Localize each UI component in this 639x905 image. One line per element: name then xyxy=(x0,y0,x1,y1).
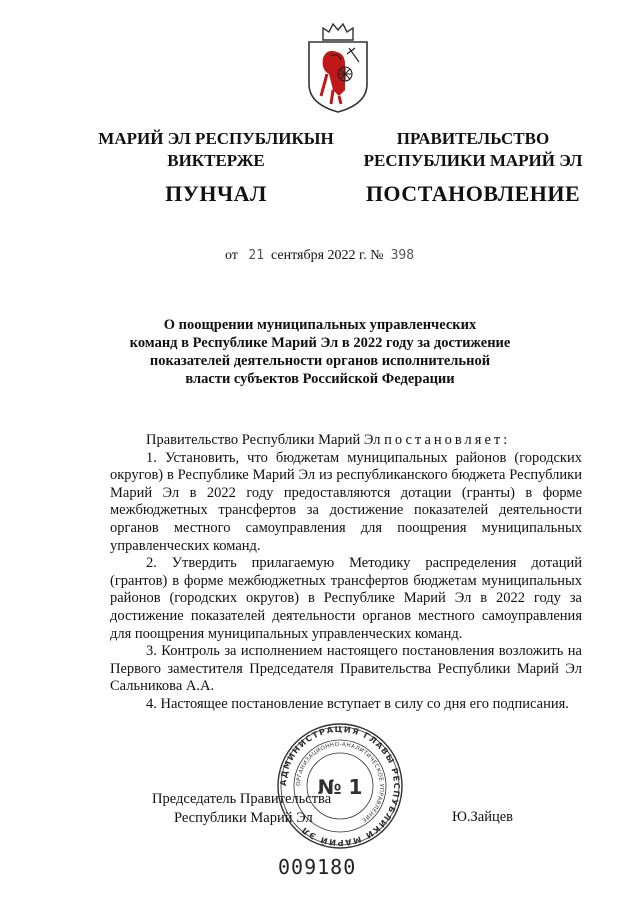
title-line: власти субъектов Российской Федерации xyxy=(185,371,455,387)
official-seal-stamp xyxy=(276,722,404,850)
coat-of-arms-icon xyxy=(301,18,375,116)
dateline-number: 398 xyxy=(390,248,415,263)
paragraph-4: 4. Настоящее постановление вступает в силу со дня его подписания. xyxy=(146,695,569,712)
dateline xyxy=(0,248,639,264)
seal-number: № 1 xyxy=(317,775,363,799)
header-left-line2: ВИКТЕРЖЕ xyxy=(167,151,265,170)
header-right-line1: ПРАВИТЕЛЬСТВО xyxy=(396,129,550,148)
paragraph-2: 2. Утвердить прилагаемую Методику распределения дотаций (грантов) в форме межбюджетных трансфертов бюджетам муниципальных районов (городских округов) в Республике Марий Эл в 2022 году за достижение показателей деятельности органов местного самоуправления для поощрения муниципальных управленческих команд. xyxy=(110,555,582,642)
seal-outer-text: АДМИНИСТРАЦИЯ ГЛАВЫ РЕСПУБЛИКИ МАРИЙ ЭЛ xyxy=(277,723,403,849)
signatory-position-line2: Республики Марий Эл xyxy=(174,809,313,826)
preamble-verb: постановляет: xyxy=(384,432,511,448)
preamble xyxy=(110,432,582,450)
header-right xyxy=(343,128,603,208)
paragraph-3: 3. Контроль за исполнением настоящего постановления возложить на Первого заместителя Председателя Правительства Республики Марий Эл Сальникова А.А. xyxy=(110,643,582,695)
seal-inner-text: ОРГАНИЗАЦИОННО-АНАЛИТИЧЕСКОЕ УПРАВЛЕНИЕ xyxy=(295,741,385,824)
document-title xyxy=(110,316,530,388)
header-right-line2: РЕСПУБЛИКИ МАРИЙ ЭЛ xyxy=(363,151,583,170)
title-line: показателей деятельности органов исполнительной xyxy=(149,353,491,369)
header-left-doctype: ПУНЧАЛ xyxy=(165,181,267,206)
dateline-day: 21 xyxy=(248,248,265,263)
header-left-line1: МАРИЙ ЭЛ РЕСПУБЛИКЫН xyxy=(98,129,334,148)
signatory-name: Ю.Зайцев xyxy=(452,809,514,825)
header-left xyxy=(86,128,346,208)
document-body xyxy=(110,432,582,714)
dateline-month-year: сентября 2022 г. № xyxy=(271,248,384,263)
signatory-position-line1: Председатель Правительства xyxy=(152,791,332,807)
header-right-doctype: ПОСТАНОВЛЕНИЕ xyxy=(365,181,581,206)
title-line: О поощрении муниципальных управленческих xyxy=(163,317,477,333)
paragraph-1: 1. Установить, что бюджетам муниципальных районов (городских округов) в Республике Марий Эл из республиканского бюджета Республики Марий Эл в 2022 году предоставляются дотации (гранты) в форме межбюджетных трансфертов за достижение показателей деятельности органов местного самоуправления для поощрения муниципальных управленческих команд. xyxy=(110,449,582,554)
dateline-prefix: от xyxy=(224,248,238,263)
serial-number: 009180 xyxy=(278,855,357,879)
preamble-text: Правительство Республики Марий Эл xyxy=(146,432,385,448)
title-line: команд в Республике Марий Эл в 2022 году за достижение xyxy=(129,335,511,351)
